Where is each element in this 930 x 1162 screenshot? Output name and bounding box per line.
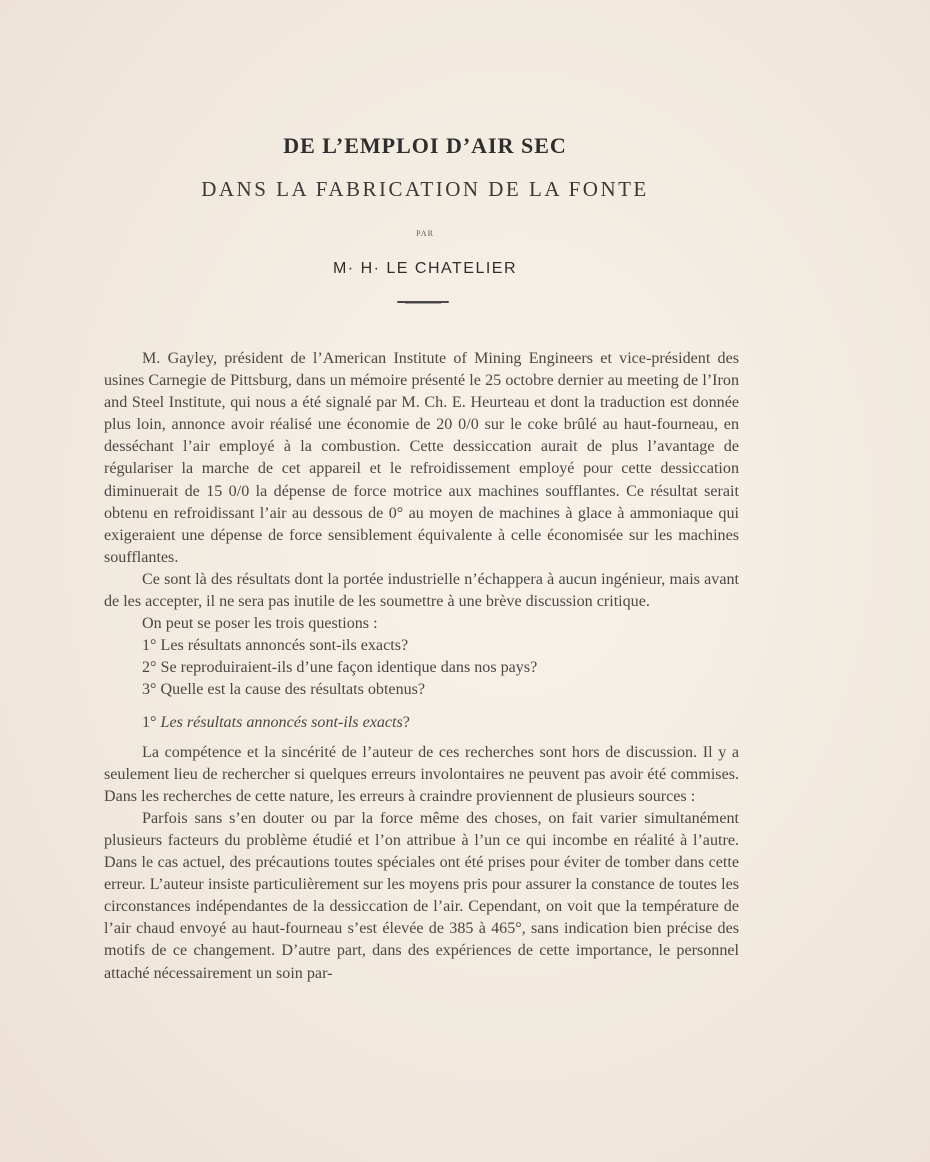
- paragraph: M. Gayley, président de l’American Institute of Mining Engineers et vice-président des usines Carnegie de Pittsburg, dans un mémoire présenté le 25 octobre dernier au meeting de l’Iron and Steel Institute, qui nous a été signalé par M. Ch. E. Heurteau et dont la traduction est donnée plus loin, annonce avoir réalisé une économie de 20 0/0 sur le coke brûlé au haut-fourneau, en desséchant l’air employé à la combustion. Cette dessiccation aurait de plus l’avantage de régulariser la marche de cet appareil et le refroidissement employé pour cette dessiccation diminuerait de 15 0/0 la dépense de force motrice aux machines soufflantes. Ce résultat serait obtenu en refroidissant l’air au dessous de 0° au moyen de machines à glace à ammoniaque qui exigeraient une dépense de force sensiblement équivalente à celle économisée sur les machines soufflantes.: [104, 350, 739, 566]
- question-item: 2° Se reproduiraient-ils d’une façon identique dans nos pays?: [142, 659, 538, 677]
- paragraph: Parfois sans s’en douter ou par la force même des choses, on fait varier simultanément plusieurs facteurs du problème étudié et l’on attribue à l’un ce qui incombe en réalité à l’autre. Dans le cas actuel, des précautions toutes spéciales ont été prises pour éviter de tomber dans cette erreur. L’auteur insiste particulièrement sur les moyens pris pour assurer la constance de toutes les circonstances indépendantes de la dessiccation de l’air. Cependant, on voit que la température de l’air chaud envoyé au haut-fourneau s’est élevée de 385 à 465°, sans indication bien précise des motifs de ce changement. D’autre part, dans des expériences de cette importance, le personnel attaché nécessairement un soin par-: [104, 809, 739, 982]
- section-heading-end: ?: [402, 713, 410, 731]
- title-line-1: DE L’EMPLOI D’AIR SEC: [283, 133, 567, 158]
- par-label: PAR: [416, 229, 434, 238]
- section-heading: [104, 712, 739, 734]
- ornamental-rule: [397, 301, 449, 303]
- question-item: 1° Les résultats annoncés sont-ils exacts?: [142, 637, 409, 655]
- title-line-2: DANS LA FABRICATION DE LA FONTE: [201, 177, 649, 201]
- paragraph: Ce sont là des résultats dont la portée industrielle n’échappera à aucun ingénieur, mais avant de les accepter, il ne sera pas inutile de les soumettre à une brève discussion critique.: [104, 570, 739, 611]
- author-name: M· H· LE CHATELIER: [332, 260, 518, 277]
- section-heading-text: Les résultats annoncés sont-ils exacts: [160, 713, 403, 731]
- paragraph: La compétence et la sincérité de l’auteur de ces recherches sont hors de discussion. Il y a seulement lieu de rechercher si quelques erreurs involontaires ne peuvent pas avoir été commises. Dans les recherches de cette nature, les erreurs à craindre proviennent de plusieurs sources :: [104, 743, 739, 805]
- section-number: 1°: [142, 713, 157, 731]
- article-body: [104, 348, 739, 985]
- questions-intro: On peut se poser les trois questions :: [142, 615, 378, 633]
- question-item: 3° Quelle est la cause des résultats obtenus?: [142, 681, 426, 699]
